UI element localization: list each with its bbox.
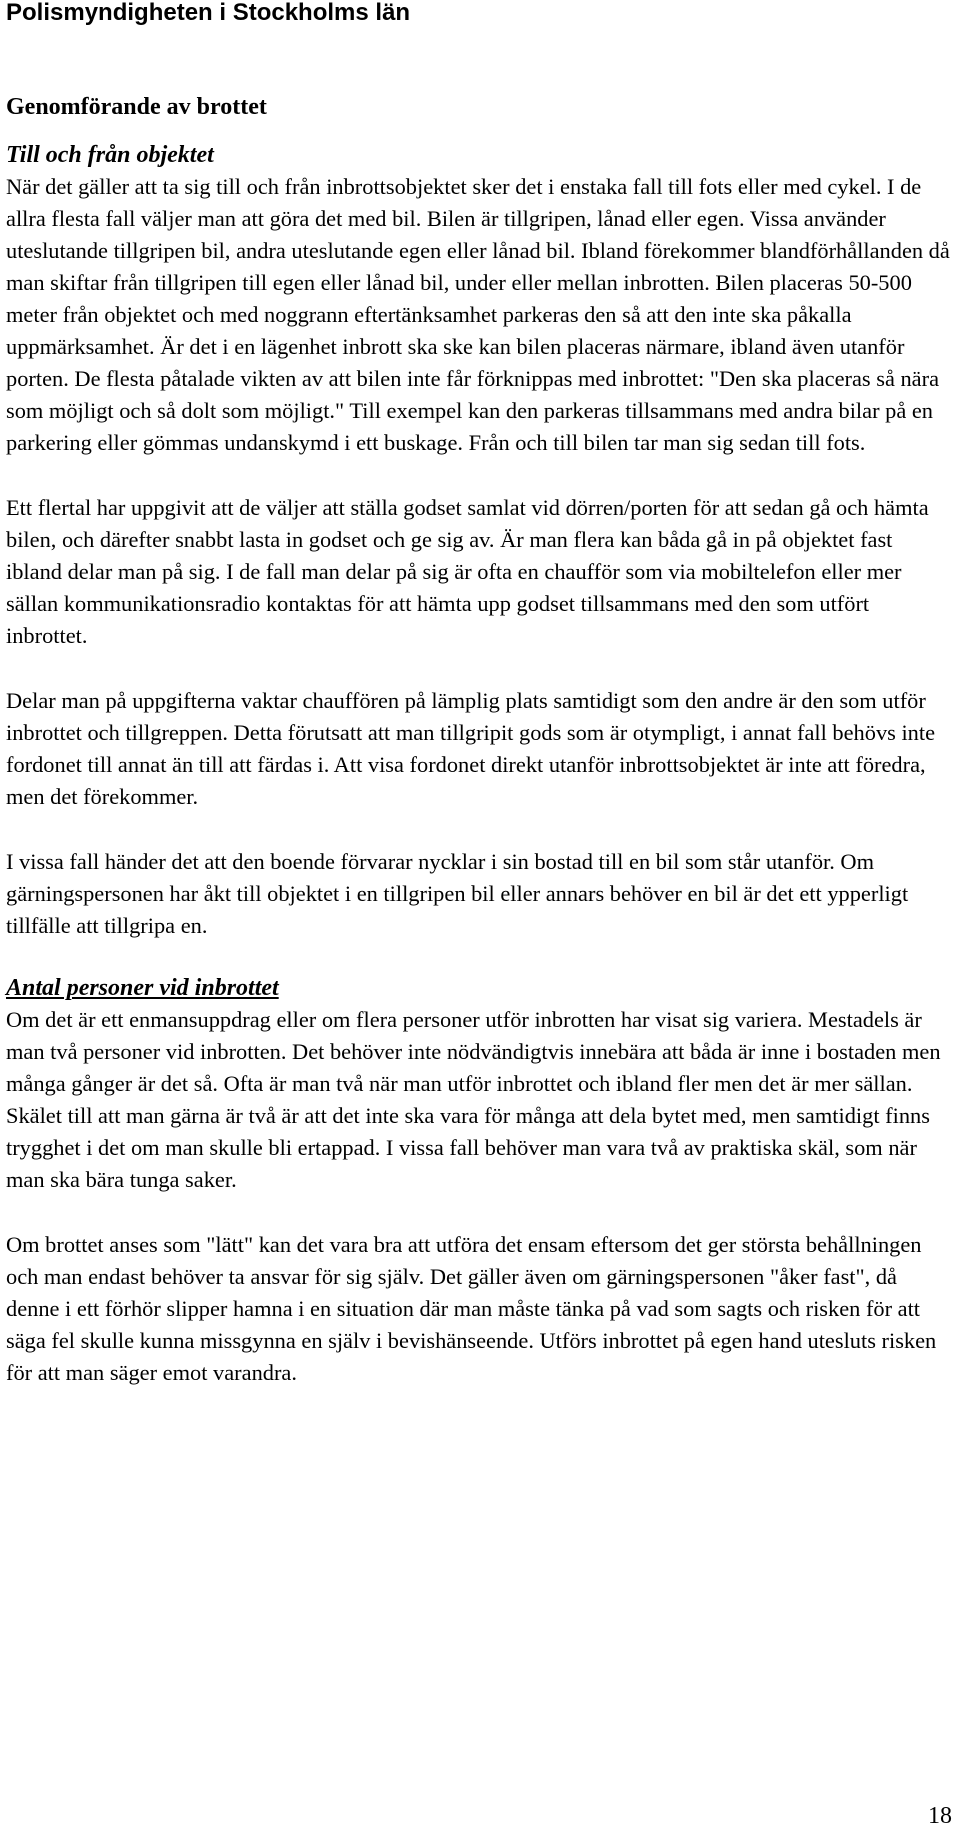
subsection-till-och-fran-objektet — [6, 139, 951, 942]
paragraph: I vissa fall händer det att den boende förvarar nycklar i sin bostad till en bil som står utanför. Om gärningspersonen har åkt till objektet i en tillgripen bil eller annars behöver en bil är det ett ypperligt tillfälle att tillgripa en. — [6, 849, 909, 938]
paragraph: När det gäller att ta sig till och från inbrottsobjektet sker det i enstaka fall till fots eller med cykel. I de allra flesta fall väljer man att göra det med bil. Bilen är tillgripen, lånad eller egen. Vissa använder uteslutande tillgripen bil, andra uteslutande egen eller lånad bil. Ibland förekommer blandförhållanden då man skiftar från tillgripen till egen eller lånad bil, under eller mellan inbrotten. Bilen placeras 50-500 meter från objektet och med noggrann eftertänksamhet parkeras den så att den inte ska påkalla uppmärksamhet. Är det i en lägenhet inbrott ska ske kan bilen placeras närmare, ibland även utanför porten. De flesta påtalade vikten av att bilen inte får förknippas med inbrottet: "Den ska placeras så nära som möjligt och så dolt som möjligt." Till exempel kan den parkeras tillsammans med andra bilar på en parkering eller gömmas undanskymd i ett buskage. Från och till bilen tar man sig sedan till fots. — [6, 174, 950, 455]
paragraph: Delar man på uppgifterna vaktar chauffören på lämplig plats samtidigt som den andre är den som utför inbrottet och tillgreppen. Detta förutsatt att man tillgripit gods som är otympligt, i annat fall behövs inte fordonet till annat än till att färdas i. Att visa fordonet direkt utanför inbrottsobjektet är inte att föredra, men det förekommer. — [6, 688, 936, 809]
subsection-antal-personer — [6, 972, 951, 1389]
subsection-heading: Antal personer vid inbrottet — [6, 975, 279, 1001]
paragraph: Ett flertal har uppgivit att de väljer att ställa godset samlat vid dörren/porten för att sedan gå och hämta bilen, och därefter snabbt lasta in godset och ge sig av. Är man flera kan båda gå in på objektet fast ibland delar man på sig. I de fall man delar på sig är ofta en chaufför som via mobiltelefon eller mer sällan kommunikationsradio kontaktas för att hämta upp godset tillsammans med den som utfört inbrottet. — [6, 495, 929, 648]
document-body — [6, 91, 951, 1389]
section-title: Genomförande av brottet — [6, 94, 267, 120]
paragraph: Om det är ett enmansuppdrag eller om flera personer utför inbrotten har visat sig variera. Mestadels är man två personer vid inbrotten. Det behöver inte nödvändigtvis innebära att båda är inne i bostaden men många gånger är det så. Ofta är man två när man utför inbrottet och ibland fler men det är mer sällan. Skälet till att man gärna är två är att det inte ska vara för många att dela bytet med, men samtidigt finns trygghet i det om man skulle bli ertappad. I vissa fall behöver man vara två av praktiska skäl, som när man ska bära tunga saker. — [6, 1007, 941, 1192]
page-header: Polismyndigheten i Stockholms län — [6, 0, 411, 26]
paragraph: Om brottet anses som "lätt" kan det vara bra att utföra det ensam eftersom det ger största behållningen och man endast behöver ta ansvar för sig själv. Det gäller även om gärningspersonen "åker fast", då denne i ett förhör slipper hamna i en situation där man måste tänka på vad som sagts och risken för att säga fel skulle kunna missgynna en själv i bevishänseende. Utförs inbrottet på egen hand utesluts risken för att man säger emot varandra. — [6, 1232, 937, 1385]
subsection-heading: Till och från objektet — [6, 142, 214, 168]
page-number: 18 — [928, 1803, 952, 1829]
